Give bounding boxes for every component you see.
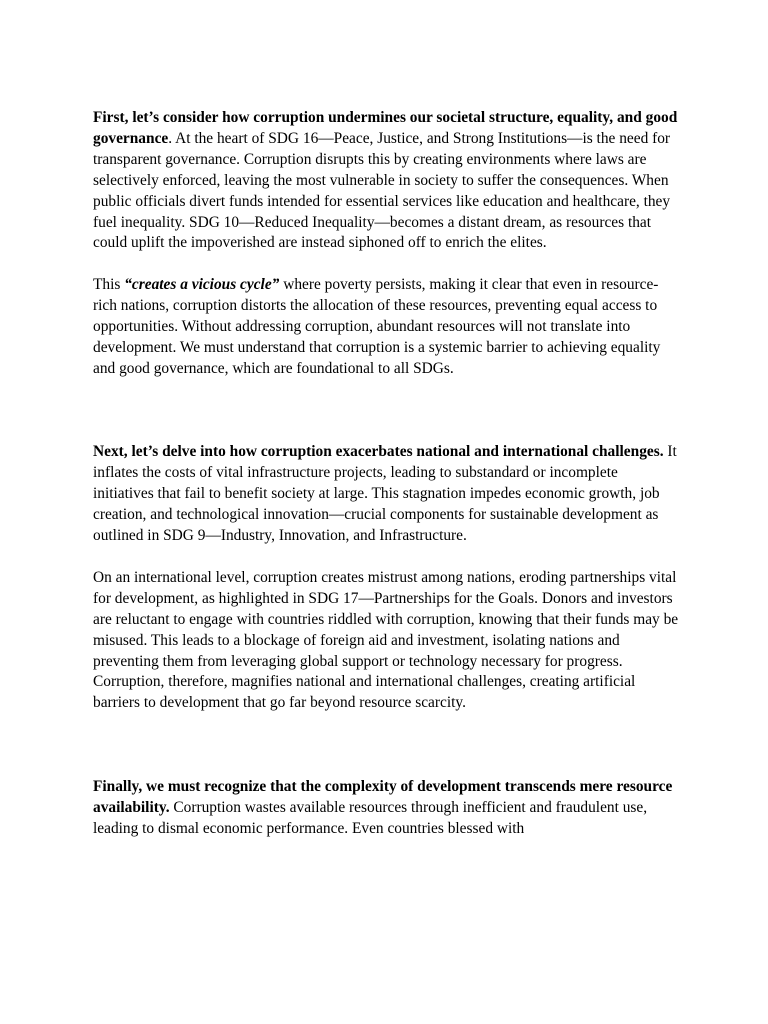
paragraph-vicious-cycle [93, 275, 679, 380]
paragraph-international [93, 568, 679, 714]
paragraph-spacer [93, 254, 679, 275]
paragraph-governance-text: . At the heart of SDG 16—Peace, Justice, and Strong Institutions—is the need for transparent governance. Corruption disrupts this by creating environments where laws are selectively enforced, leaving the most vulnerable in society to suffer the consequences. When public officials divert funds intended for essential services like education and healthcare, they fuel inequality. SDG 10—Reduced Inequality—becomes a distant dream, as resources that could uplift the impoverished are instead siphoned off to enrich the elites. [93, 129, 671, 252]
paragraph-governance-heading: First, let’s consider how corruption undermines our societal structure, equality, and good governance [93, 109, 678, 147]
paragraph-vicious-cycle-lead: This [93, 276, 125, 294]
paragraph-complexity [93, 777, 679, 840]
paragraph-challenges-heading: Next, let’s delve into how corruption exacerbates national and international challenges. [93, 443, 664, 461]
paragraph-vicious-cycle-text: where poverty persists, making it clear that even in resource-rich nations, corruption distorts the allocation of these resources, preventing equal access to opportunities. Without addressing corruption, abundant resources will not translate into development. We must understand that corruption is a systemic barrier to achieving equality and good governance, which are foundational to all SDGs. [93, 276, 661, 377]
paragraph-complexity-text: Corruption wastes available resources through inefficient and fraudulent use, leading to dismal economic performance. Even countries blessed with [93, 798, 648, 837]
paragraph-spacer [93, 547, 679, 568]
paragraph-vicious-cycle-quote: “creates a vicious cycle” [124, 276, 280, 294]
section-spacer [93, 380, 679, 443]
paragraph-challenges [93, 442, 679, 547]
section-spacer [93, 714, 679, 777]
document-body [93, 108, 679, 840]
paragraph-governance [93, 108, 679, 254]
paragraph-challenges-text: It inflates the costs of vital infrastructure projects, leading to substandard or incomplete initiatives that fail to benefit society at large. This stagnation impedes economic growth, job creation, and technological innovation—crucial components for sustainable development as outlined in SDG 9—Industry, Innovation, and Infrastructure. [93, 443, 677, 545]
paragraph-complexity-heading: Finally, we must recognize that the complexity of development transcends mere resource availability. [93, 777, 673, 816]
paragraph-international-text: On an international level, corruption creates mistrust among nations, eroding partnerships vital for development, as highlighted in SDG 17—Partnerships for the Goals. Donors and investors are reluctant to engage with countries riddled with corruption, knowing that their funds may be misused. This leads to a blockage of foreign aid and investment, isolating nations and preventing them from leveraging global support or technology necessary for progress. Corruption, therefore, magnifies national and international challenges, creating artificial barriers to development that go far beyond resource scarcity. [93, 568, 679, 712]
